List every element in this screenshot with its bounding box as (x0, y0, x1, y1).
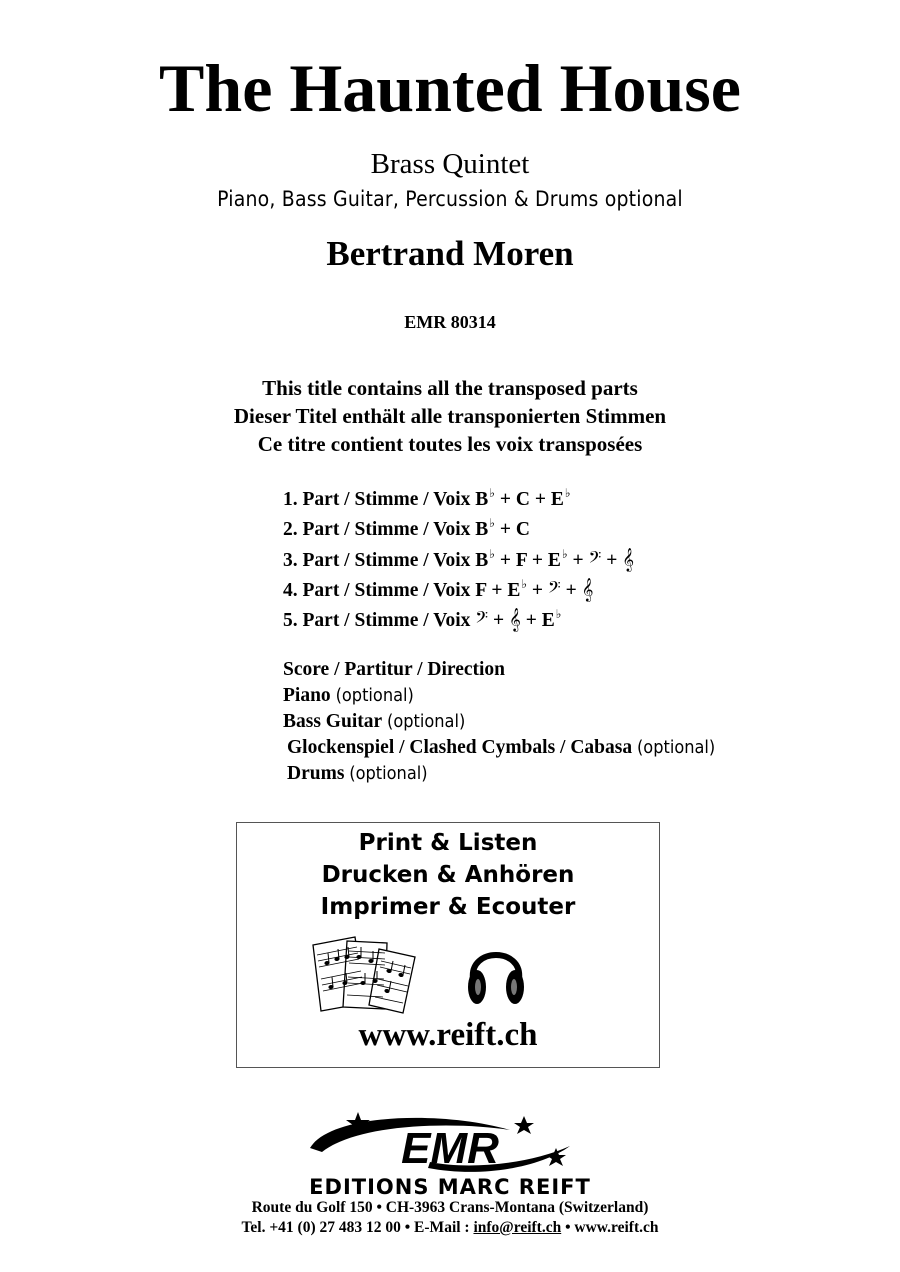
promo-line-fr: Imprimer & Ecouter (320, 894, 576, 920)
publisher-contact (0, 1218, 900, 1238)
promo-line-en: Print & Listen (358, 830, 538, 856)
part-row-4: 4. Part / Stimme / Voix F + E♭ + 𝄢 + 𝄞 (283, 576, 594, 601)
print-listen-box (236, 822, 660, 1068)
composer-name: Bertrand Moren (326, 234, 574, 273)
extra-drums: Drums (optional) (287, 763, 428, 784)
bass-clef-icon: 𝄢 (475, 607, 489, 632)
bass-clef-icon: 𝄢 (588, 546, 602, 571)
part-row-2: 2. Part / Stimme / Voix B♭ + C (283, 516, 530, 541)
treble-clef-icon: 𝄞 (581, 576, 594, 601)
contact-website[interactable]: • www.reift.ch (561, 1219, 659, 1236)
flat-icon: ♭ (564, 486, 571, 500)
publisher-name: EDITIONS MARC REIFT (309, 1175, 591, 1198)
logo-text: EMR (401, 1124, 499, 1173)
notice-line-de: Dieser Titel enthält alle transponierten Stimmen (233, 404, 667, 428)
flat-icon: ♭ (521, 576, 528, 591)
part-label: 3. Part / Stimme / Voix (283, 549, 471, 571)
headphones-icon (465, 935, 527, 1011)
extra-percussion: Glockenspiel / Clashed Cymbals / Cabasa (optional) (287, 737, 716, 758)
promo-line-de: Drucken & Anhören (321, 862, 575, 888)
part-label: 2. Part / Stimme / Voix (283, 519, 471, 541)
treble-clef-icon: 𝄞 (509, 607, 521, 632)
page-title: The Haunted House (159, 50, 741, 126)
flat-icon: ♭ (489, 546, 495, 561)
part-row-5: 5. Part / Stimme / Voix 𝄢 + 𝄞 + E♭ (283, 607, 562, 632)
notice-line-en: This title contains all the transposed parts (262, 376, 638, 400)
part-label: 1. Part / Stimme / Voix (283, 489, 471, 510)
part-row-1: 1. Part / Stimme / Voix B♭ + C + E♭ (283, 486, 571, 510)
flat-icon: ♭ (489, 486, 495, 500)
flat-icon: ♭ (489, 516, 495, 531)
contact-phone: Tel. +41 (0) 27 483 12 00 • E-Mail : (241, 1219, 474, 1236)
notice-line-fr: Ce titre contient toutes les voix transposées (257, 432, 643, 456)
part-label: 4. Part / Stimme / Voix (283, 579, 471, 601)
ensemble-subtitle: Brass Quintet (370, 148, 530, 180)
extra-score: Score / Partitur / Direction (283, 659, 506, 680)
extra-bass-guitar: Bass Guitar (optional) (283, 711, 466, 732)
parts-list (283, 478, 635, 632)
sheet-music-icon (307, 933, 423, 1015)
promo-url-link[interactable]: www.reift.ch (358, 1017, 538, 1053)
part-label: 5. Part / Stimme / Voix (283, 610, 471, 632)
publisher-address: Route du Golf 150 • CH-3963 Crans-Montana (Switzerland) (251, 1199, 649, 1216)
catalog-number: EMR 80314 (404, 312, 496, 332)
extra-piano: Piano (optional) (283, 685, 414, 706)
part-row-3: 3. Part / Stimme / Voix B♭ + F + E♭ + 𝄢 + 𝄞 (283, 546, 635, 571)
transposed-parts-notice (0, 374, 900, 458)
flat-icon: ♭ (555, 607, 562, 622)
emr-logo (300, 1108, 600, 1198)
instrumentation-line: Piano, Bass Guitar, Percussion & Drums optional (217, 187, 683, 211)
contact-email-link[interactable]: info@reift.ch (473, 1219, 562, 1236)
bass-clef-icon: 𝄢 (547, 576, 561, 601)
treble-clef-icon: 𝄞 (622, 546, 635, 571)
extras-list (283, 657, 715, 787)
flat-icon: ♭ (561, 546, 568, 561)
